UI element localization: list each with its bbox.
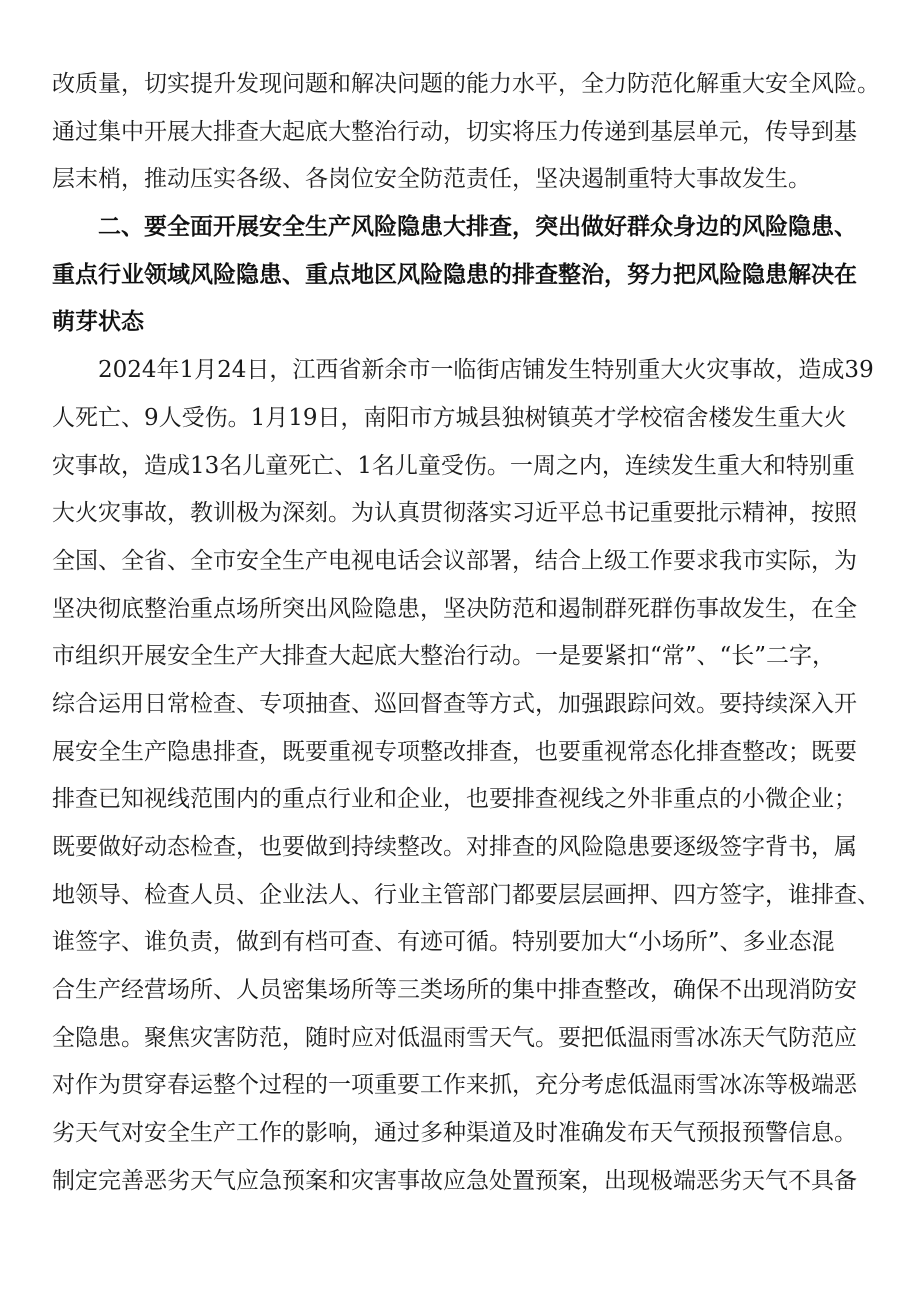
body-text-line: 谁签字、谁负责，做到有档可查、有迹可循。特别要加大“小场所”、多业态混: [52, 929, 835, 955]
body-text-line: 改质量，切实提升发现问题和解决问题的能力水平，全力防范化解重大安全风险。: [52, 71, 880, 97]
body-text-line: 制定完善恶劣天气应急预案和灾害事故应急处置预案，出现极端恶劣天气不具备: [52, 1168, 857, 1194]
body-text-line: 综合运用日常检查、专项抽查、巡回督查等方式，加强跟踪问效。要持续深入开: [52, 691, 857, 717]
body-text-line: 大火灾事故，教训极为深刻。为认真贯彻落实习近平总书记重要批示精神，按照: [52, 500, 857, 526]
body-text-line: 地领导、检查人员、企业法人、行业主管部门都要层层画押、四方签字，谁排查、: [52, 882, 880, 908]
body-text-line: 合生产经营场所、人员密集场所等三类场所的集中排查整改，确保不出现消防安: [52, 977, 857, 1003]
body-text-line: 层末梢，推动压实各级、各岗位安全防范责任，坚决遏制重特大事故发生。: [52, 166, 811, 192]
body-text-line: 对作为贯穿春运整个过程的一项重要工作来抓，充分考虑低温雨雪冰冻等极端恶: [52, 1072, 857, 1098]
body-text-line: 通过集中开展大排查大起底大整治行动，切实将压力传递到基层单元，传导到基: [52, 119, 857, 145]
body-text-line: 全国、全省、全市安全生产电视电话会议部署，结合上级工作要求我市实际，为: [52, 548, 857, 574]
body-text-line: 排查已知视线范围内的重点行业和企业，也要排查视线之外非重点的小微企业；: [52, 786, 857, 812]
body-text-line: 市组织开展安全生产大排查大起底大整治行动。一是要紧扣“常”、“长”二字，: [52, 643, 836, 669]
section-heading-line: 二、要全面开展安全生产风险隐患大排查，突出做好群众身边的风险隐患、: [98, 214, 857, 240]
body-text-line: 人死亡、9人受伤。1月19日，南阳市方城县独树镇英才学校宿舍楼发生重大火: [52, 405, 847, 431]
body-text-line: 展安全生产隐患排查，既要重视专项整改排查，也要重视常态化排查整改；既要: [52, 739, 857, 765]
body-text-line: 灾事故，造成13名儿童死亡、1名儿童受伤。一周之内，连续发生重大和特别重: [52, 453, 855, 479]
section-heading-line: 重点行业领域风险隐患、重点地区风险隐患的排查整治，努力把风险隐患解决在: [52, 262, 857, 288]
section-heading-line: 萌芽状态: [52, 309, 144, 335]
body-text-line: 坚决彻底整治重点场所突出风险隐患，坚决防范和遏制群死群伤事故发生，在全: [52, 596, 857, 622]
body-text-line: 2024年1月24日，江西省新余市一临街店铺发生特别重大火灾事故，造成39: [98, 357, 874, 383]
body-text-line: 劣天气对安全生产工作的影响，通过多种渠道及时准确发布天气预报预警信息。: [52, 1120, 857, 1146]
body-text-line: 全隐患。聚焦灾害防范，随时应对低温雨雪天气。要把低温雨雪冰冻天气防范应: [52, 1025, 857, 1051]
body-text-line: 既要做好动态检查，也要做到持续整改。对排查的风险隐患要逐级签字背书，属: [52, 834, 857, 860]
